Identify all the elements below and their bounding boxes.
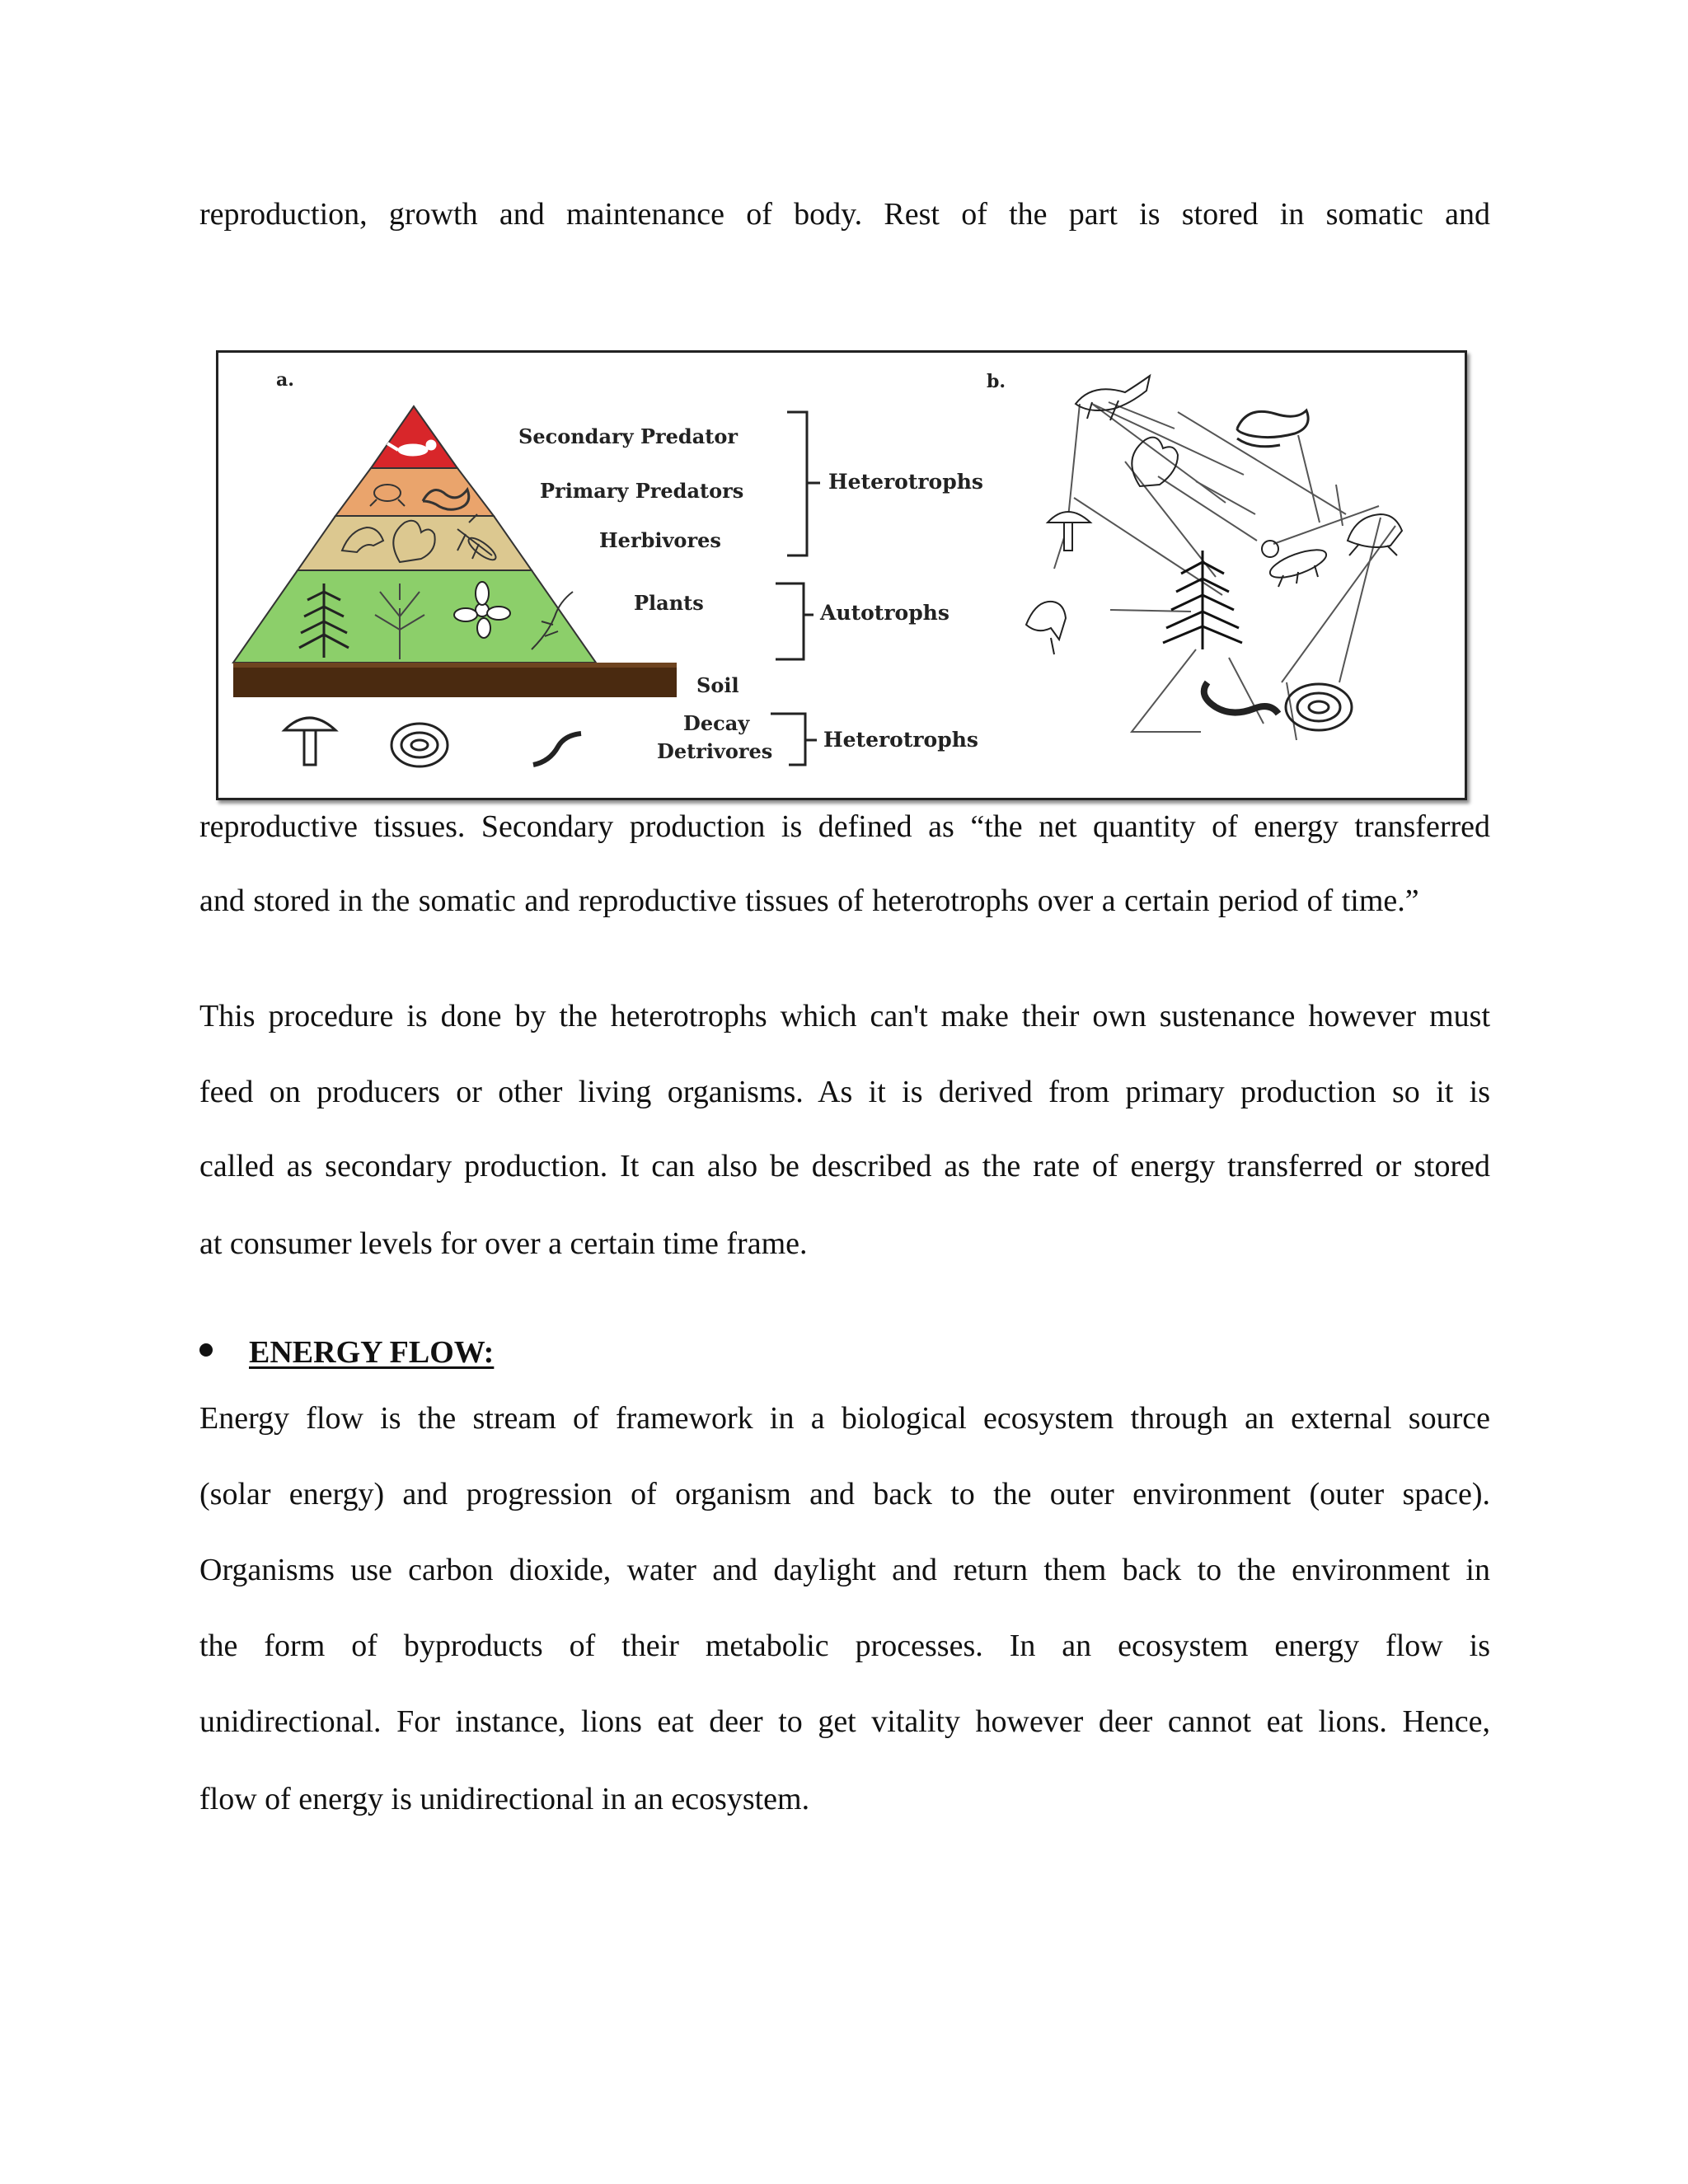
text-line: and stored in the somatic and reproductive tissues of heterotrophs over a certain period of time.”	[199, 883, 1419, 918]
panel-b-label: b.	[987, 371, 1006, 392]
text-line: Energy flow is the stream of framework in a biological ecosystem through an external source	[199, 1401, 1490, 1436]
pyramid-tier-plants	[233, 570, 596, 663]
label-heterotrophs-bottom: Heterotrophs	[823, 728, 978, 752]
web-bird-icon	[1026, 602, 1066, 654]
section-heading: ENERGY FLOW:	[249, 1335, 495, 1370]
web-mushroom-icon	[1048, 512, 1090, 551]
bracket-heterotrophs-bottom	[771, 714, 817, 765]
worm-icon	[533, 733, 581, 765]
panel-a-label: a.	[276, 369, 294, 391]
label-primary-predators: Primary Predators	[540, 479, 744, 503]
bullet-dot-icon	[199, 1343, 213, 1357]
pyramid-soil-band	[233, 663, 677, 697]
text-line: flow of energy is unidirectional in an ecosystem.	[199, 1782, 810, 1816]
text-line: (solar energy) and progression of organism and back to the outer environment (outer space).	[199, 1477, 1490, 1511]
bracket-autotrophs	[776, 583, 814, 659]
pyramid-tier-secondary	[371, 406, 457, 468]
pyramid-tier-herbivore	[298, 516, 532, 570]
label-soil: Soil	[696, 673, 739, 697]
millipede-icon	[392, 724, 448, 766]
web-snake-icon	[1237, 410, 1308, 447]
text-line: at consumer levels for over a certain time frame.	[199, 1226, 808, 1261]
web-millipede-icon	[1286, 684, 1352, 730]
food-pyramid-figure	[216, 350, 1467, 800]
text-line: called as secondary production. It can also be described as the rate of energy transferred or stored	[199, 1149, 1490, 1183]
text-line: the form of byproducts of their metabolic processes. In an ecosystem energy flow is	[199, 1629, 1490, 1663]
text-line: reproductive tissues. Secondary production is defined as “the net quantity of energy transferred	[199, 809, 1490, 844]
pyramid-tier-primary	[335, 468, 494, 516]
text-line: feed on producers or other living organisms. As it is derived from primary production so it is	[199, 1075, 1490, 1109]
web-frog-icon	[1348, 514, 1402, 555]
text-line: reproduction, growth and maintenance of body. Rest of the part is stored in somatic and	[199, 197, 1490, 232]
web-worm-icon	[1204, 682, 1278, 714]
text-line: Organisms use carbon dioxide, water and daylight and return them back to the environment in	[199, 1553, 1490, 1587]
label-detrivores: Detrivores	[657, 739, 773, 763]
label-decay: Decay	[683, 711, 750, 735]
figure-drawing	[218, 353, 1465, 798]
label-heterotrophs-top: Heterotrophs	[828, 470, 983, 494]
label-herbivores: Herbivores	[599, 528, 721, 552]
soil-top-edge	[233, 663, 677, 668]
web-insect-icon	[1262, 541, 1329, 587]
mushroom-icon	[284, 718, 335, 765]
text-line: This procedure is done by the heterotrophs which can't make their own sustenance however must	[199, 999, 1490, 1033]
label-plants: Plants	[634, 591, 704, 615]
web-tree-icon	[1163, 551, 1242, 649]
bracket-heterotrophs-top	[787, 412, 820, 555]
food-web	[1054, 402, 1395, 740]
label-secondary-predator: Secondary Predator	[518, 424, 738, 448]
text-line: unidirectional. For instance, lions eat deer to get vitality however deer cannot eat lions. Hence,	[199, 1704, 1490, 1739]
label-autotrophs: Autotrophs	[820, 601, 950, 625]
